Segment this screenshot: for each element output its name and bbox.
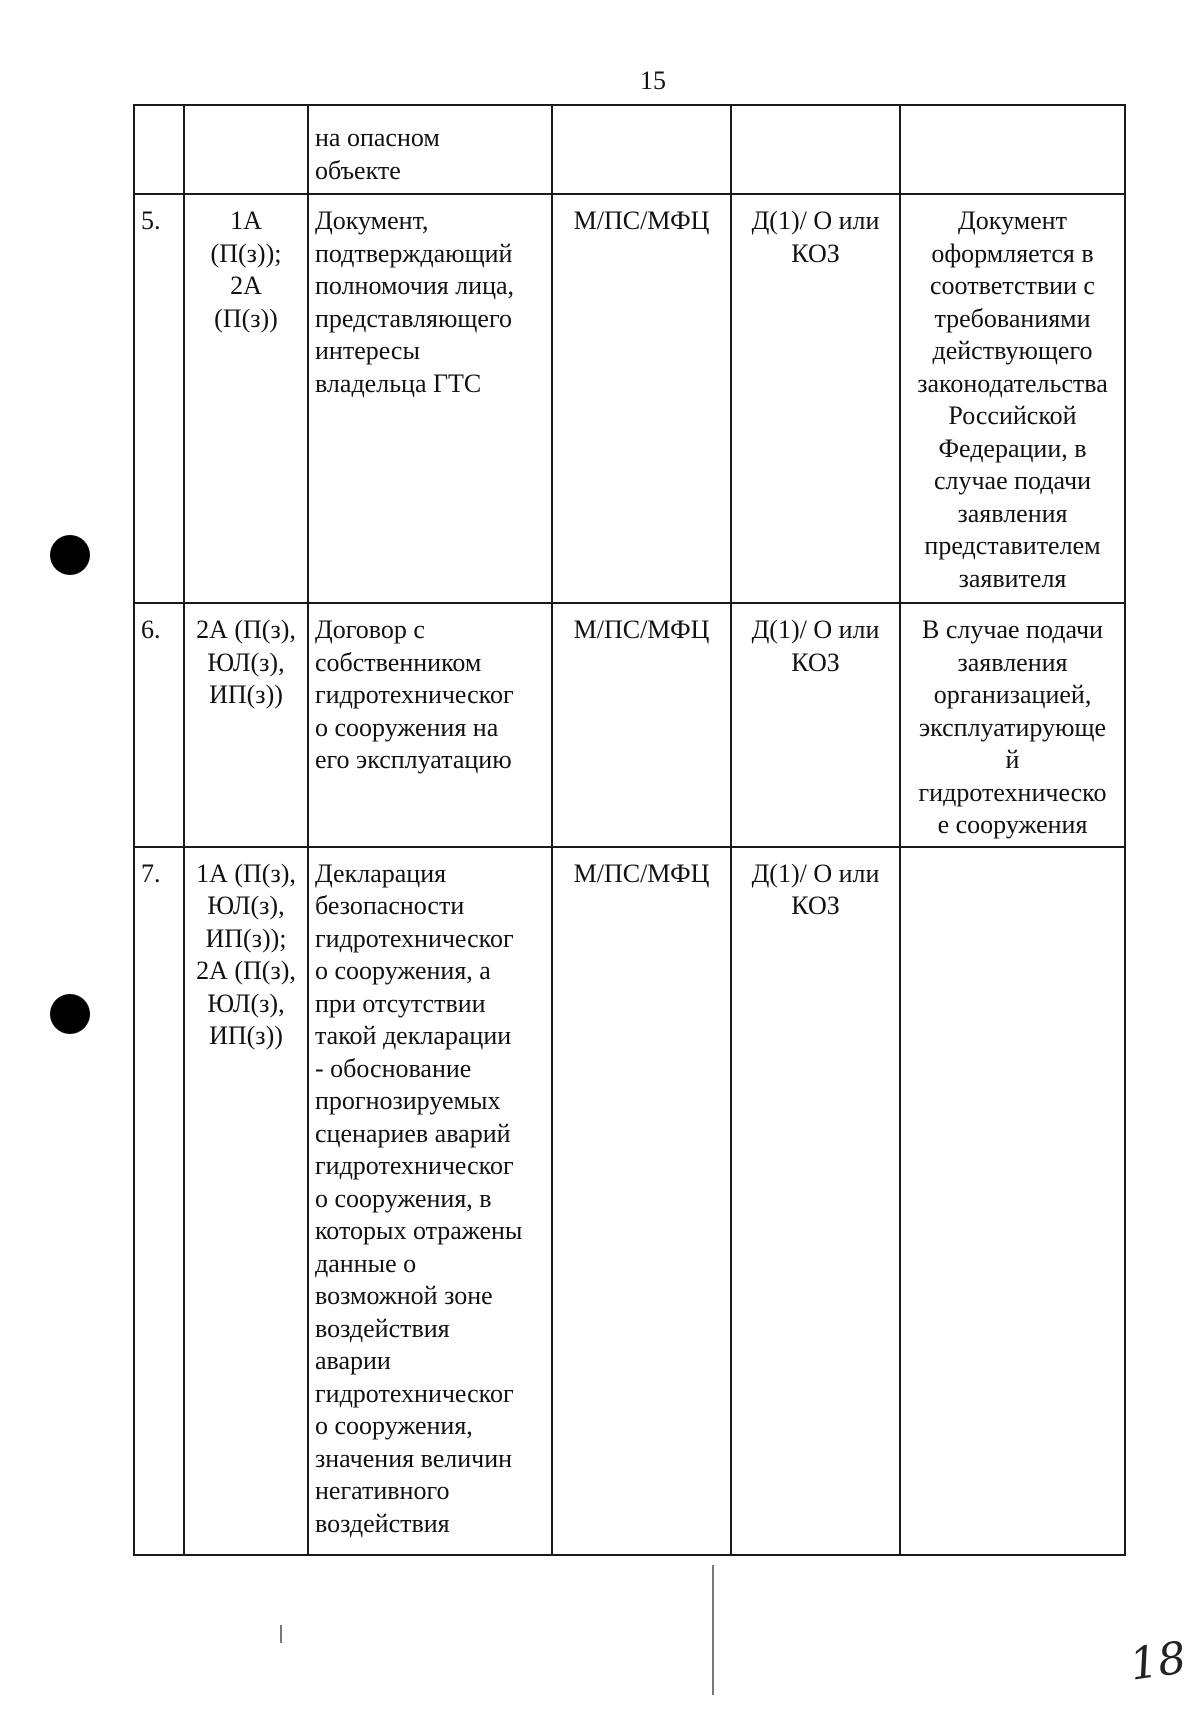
code-cell: 1А (П(з), ЮЛ(з), ИП(з)); 2А (П(з), ЮЛ(з), ИП(з))	[184, 847, 308, 1555]
note-cell: Документ оформляется в соответствии с требованиями действующего законодательства Российской Федерации, в случае подачи заявления представителем заявителя	[900, 194, 1125, 603]
document-cell: Документ, подтверждающий полномочия лица, представляющего интересы владельца ГТС	[308, 194, 552, 603]
note-cell: В случае подачи заявления организацией, эксплуатирующе й гидротехническо е сооружения	[900, 603, 1125, 847]
document-cell: Договор с собственником гидротехническог о сооружения на его эксплуатацию	[308, 603, 552, 847]
document-cell: на опасном объекте	[308, 105, 552, 194]
note-cell	[900, 105, 1125, 194]
scan-line	[712, 1565, 714, 1695]
method-cell: М/ПС/МФЦ	[552, 847, 731, 1555]
row-number-cell: 7.	[134, 847, 184, 1555]
row-number-cell	[134, 105, 184, 194]
row-number-cell: 5.	[134, 194, 184, 603]
document-cell: Декларация безопасности гидротехническог о сооружения, а при отсутствии такой декларации - обоснование прогнозируемых сценариев аварий гидротехническог о сооружения, в которых отражены данные о возможной зоне воздействия аварии гидротехническог о сооружения, значения величин негативного воздействия	[308, 847, 552, 1555]
form-cell: Д(1)/ О или КОЗ	[731, 194, 900, 603]
scan-line	[280, 1625, 282, 1643]
table-row	[134, 194, 1125, 603]
method-cell: М/ПС/МФЦ	[552, 194, 731, 603]
method-cell: М/ПС/МФЦ	[552, 603, 731, 847]
code-cell	[184, 105, 308, 194]
handwritten-page-number: 18	[1126, 1632, 1190, 1691]
form-cell: Д(1)/ О или КОЗ	[731, 847, 900, 1555]
note-cell	[900, 847, 1125, 1555]
punch-hole	[50, 994, 90, 1034]
document-table	[133, 104, 1126, 1556]
method-cell	[552, 105, 731, 194]
page-number: 15	[640, 66, 666, 95]
code-cell: 1А (П(з)); 2А (П(з))	[184, 194, 308, 603]
table-row	[134, 603, 1125, 847]
code-cell: 2А (П(з), ЮЛ(з), ИП(з))	[184, 603, 308, 847]
table-row	[134, 847, 1125, 1555]
form-cell: Д(1)/ О или КОЗ	[731, 603, 900, 847]
punch-hole	[50, 535, 90, 575]
table-row	[134, 105, 1125, 194]
row-number-cell: 6.	[134, 603, 184, 847]
form-cell	[731, 105, 900, 194]
